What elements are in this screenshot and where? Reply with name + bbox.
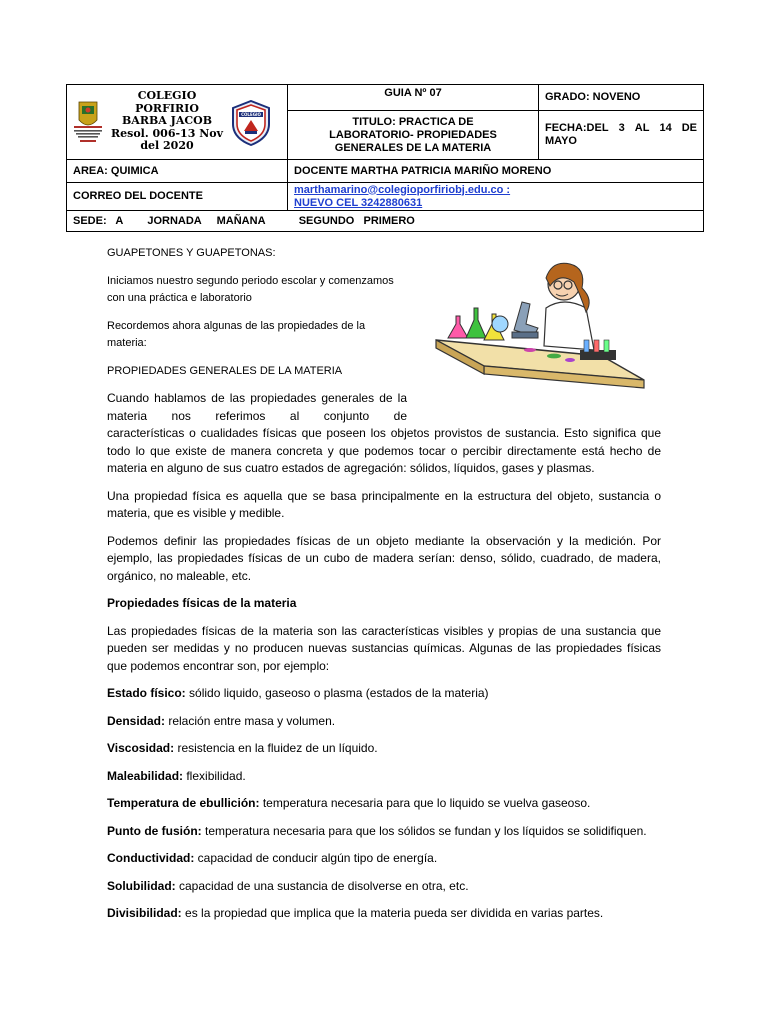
sede-cell: SEDE: A JORNADA MAÑANA SEGUNDO PRIMERO [67, 211, 704, 232]
property-description: flexibilidad. [183, 768, 246, 783]
property-term: Divisibilidad: [107, 906, 182, 920]
document-body [107, 245, 661, 923]
correo-value-cell [288, 183, 704, 211]
property-item [107, 685, 661, 703]
subtitle-propiedades-fisicas: Propiedades físicas de la materia [107, 596, 297, 610]
property-item [107, 905, 661, 923]
paragraph-las-propiedades: Las propiedades físicas de la materia son las características visibles y propias de una sustancia que pueden ser medidas y no producen nuevas sustancias químicas. Algunas de las propiedades físicas que podemos encontrar son, por ejemplo: [107, 623, 661, 673]
property-item [107, 878, 661, 896]
property-description: capacidad de conducir algún tipo de energía. [194, 851, 438, 865]
property-description: relación entre masa y volumen. [165, 713, 336, 728]
paragraph-cuando-b: características o cualidades físicas que poseen los objetos provistos de sustancia. Esto significa que todo lo que existe de manera concreta y que podemos tocar o percibir directamente está hecho de materia en alguno de sus cuatro estados de agregación: sólidos, líquidos, gases y plasmas. [107, 426, 661, 475]
property-item [107, 795, 661, 813]
titulo-cell: TITULO: PRACTICA DE LABORATORIO- PROPIEDADES GENERALES DE LA MATERIA [288, 111, 539, 160]
property-description: es la propiedad que implica que la materia pueda ser dividida en varias partes. [181, 906, 604, 920]
property-description: temperatura necesaria para que los sólidos se fundan y los líquidos se solidifiquen. [201, 823, 647, 838]
header-table [66, 84, 704, 232]
properties-list [107, 685, 661, 923]
paragraph-definir: Podemos definir las propiedades físicas de un objeto mediante la observación y la medición. Por ejemplo, las propiedades físicas de un cubo de madera serían: denso, sólido, cuadrado, de madera, orgánico, no maleable, etc. [107, 533, 661, 583]
svg-text:COLEGIO: COLEGIO [241, 112, 261, 117]
recall-paragraph: Recordemos ahora algunas de las propiedades de la materia: [107, 319, 366, 349]
correo-label-cell: CORREO DEL DOCENTE [67, 183, 288, 211]
property-description: resistencia en la fluidez de un líquido. [174, 741, 378, 755]
paragraph-cuando-a: Cuando hablamos de las propiedades generales de la materia nos referimos al conjunto de [107, 391, 407, 423]
property-term: Punto de fusión: [107, 823, 202, 838]
property-term: Temperatura de ebullición: [107, 796, 260, 810]
property-item [107, 713, 661, 731]
property-term: Viscosidad: [107, 741, 175, 755]
property-term: Conductividad: [107, 851, 195, 865]
property-item [107, 740, 661, 758]
property-description: sólido liquido, gaseoso o plasma (estados de la materia) [185, 686, 489, 700]
property-term: Estado físico: [107, 686, 186, 700]
property-term: Solubilidad: [107, 878, 176, 893]
paragraph-propiedad-fisica: Una propiedad física es aquella que se basa principalmente en la estructura del objeto, sustancia o materia, que es visible y medible. [107, 488, 661, 520]
school-shield-logo [231, 100, 271, 146]
teacher-phone-link[interactable]: NUEVO CEL 3242880631 [294, 196, 423, 209]
guia-cell: GUIA Nº 07 [288, 85, 539, 111]
property-item [107, 823, 661, 841]
school-name: COLEGIO PORFIRIO BARBA JACOB Resol. 006-13 Nov del 2020 [111, 89, 223, 152]
property-item [107, 850, 661, 868]
property-description: temperatura necesaria para que lo liquido se vuelva gaseoso. [259, 796, 591, 810]
grado-cell: GRADO: NOVENO [539, 85, 704, 111]
docente-cell: DOCENTE MARTHA PATRICIA MARIÑO MORENO [288, 160, 704, 183]
teacher-email-link[interactable]: marthamarino@colegioporfiriobj.edu.co : [294, 183, 511, 196]
bogota-seal-logo [73, 100, 103, 146]
intro-paragraph: Iniciamos nuestro segundo periodo escolar y comenzamos con una práctica e laboratorio [107, 274, 394, 304]
property-term: Densidad: [107, 713, 166, 728]
fecha-cell: FECHA:DEL 3 AL 14 DE MAYO [539, 111, 704, 160]
property-description: capacidad de una sustancia de disolverse en otra, etc. [175, 878, 469, 893]
area-cell: AREA: QUIMICA [67, 160, 288, 183]
property-item [107, 768, 661, 786]
greeting: GUAPETONES Y GUAPETONAS: [107, 247, 276, 259]
school-cell [67, 85, 288, 160]
property-term: Maleabilidad: [107, 768, 184, 783]
section-heading: PROPIEDADES GENERALES DE LA MATERIA [107, 364, 343, 377]
